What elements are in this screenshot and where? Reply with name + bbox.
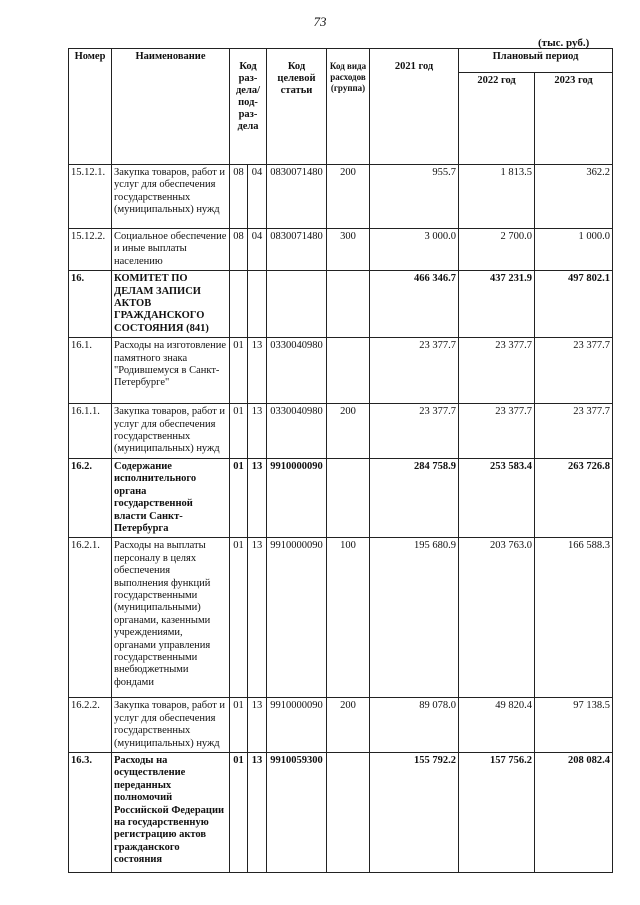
row-value-2022: 253 583.4 <box>459 458 535 537</box>
row-value-2021: 955.7 <box>370 165 459 229</box>
row-section <box>230 271 248 338</box>
row-number: 15.12.1. <box>69 165 112 229</box>
row-name: КОМИТЕТ ПО ДЕЛАМ ЗАПИСИ АКТОВ ГРАЖДАНСКОГО СОСТОЯНИЯ (841) <box>112 271 230 338</box>
row-section: 01 <box>230 538 248 698</box>
row-name: Содержание исполнительного органа государственной власти Санкт-Петербурга <box>112 458 230 537</box>
row-section: 01 <box>230 698 248 753</box>
row-section: 01 <box>230 458 248 537</box>
header-2022: 2022 год <box>459 73 535 165</box>
table-row <box>69 229 613 271</box>
row-name: Расходы на осуществление переданных полномочий Российской Федерации на государственную регистрацию актов гражданского состояния <box>112 752 230 872</box>
header-number: Номер <box>69 49 112 165</box>
table-row <box>69 338 613 404</box>
header-2023: 2023 год <box>535 73 613 165</box>
row-name: Закупка товаров, работ и услуг для обеспечения государственных (муниципальных) нужд <box>112 165 230 229</box>
row-section: 08 <box>230 229 248 271</box>
row-name: Закупка товаров, работ и услуг для обеспечения государственных (муниципальных) нужд <box>112 404 230 459</box>
row-target-code: 9910000090 <box>267 458 327 537</box>
row-subsection <box>248 271 267 338</box>
row-number: 16.2.2. <box>69 698 112 753</box>
row-target-code: 9910000090 <box>267 698 327 753</box>
row-name: Закупка товаров, работ и услуг для обеспечения государственных (муниципальных) нужд <box>112 698 230 753</box>
row-target-code <box>267 271 327 338</box>
row-number: 16.2. <box>69 458 112 537</box>
row-expense-type: 300 <box>327 229 370 271</box>
row-value-2022: 437 231.9 <box>459 271 535 338</box>
row-expense-type: 200 <box>327 165 370 229</box>
row-section: 01 <box>230 338 248 404</box>
header-section: Код раз-дела/ под-раз-дела <box>230 49 267 165</box>
row-value-2022: 23 377.7 <box>459 404 535 459</box>
row-subsection: 13 <box>248 538 267 698</box>
table-row <box>69 165 613 229</box>
row-expense-type <box>327 271 370 338</box>
row-section: 08 <box>230 165 248 229</box>
row-name: Расходы на изготовление памятного знака "Родившемуся в Санкт-Петербурге" <box>112 338 230 404</box>
row-number: 16.3. <box>69 752 112 872</box>
row-value-2022: 1 813.5 <box>459 165 535 229</box>
row-value-2021: 466 346.7 <box>370 271 459 338</box>
header-name: Наименование <box>112 49 230 165</box>
page-number: 73 <box>313 14 327 29</box>
row-value-2021: 3 000.0 <box>370 229 459 271</box>
row-value-2023: 263 726.8 <box>535 458 613 537</box>
header-planned-period: Плановый период <box>459 49 613 73</box>
table-row <box>69 752 613 872</box>
row-expense-type <box>327 752 370 872</box>
row-subsection: 13 <box>248 338 267 404</box>
budget-table <box>68 48 613 873</box>
row-value-2022: 157 756.2 <box>459 752 535 872</box>
row-value-2021: 155 792.2 <box>370 752 459 872</box>
row-subsection: 04 <box>248 229 267 271</box>
row-target-code: 0330040980 <box>267 404 327 459</box>
row-value-2023: 362.2 <box>535 165 613 229</box>
table-row <box>69 458 613 537</box>
row-name: Социальное обеспечение и иные выплаты населению <box>112 229 230 271</box>
row-value-2022: 49 820.4 <box>459 698 535 753</box>
row-value-2021: 284 758.9 <box>370 458 459 537</box>
row-expense-type <box>327 338 370 404</box>
table-row <box>69 271 613 338</box>
row-value-2023: 166 588.3 <box>535 538 613 698</box>
row-number: 16.1.1. <box>69 404 112 459</box>
row-expense-type: 200 <box>327 698 370 753</box>
row-number: 16. <box>69 271 112 338</box>
row-value-2023: 97 138.5 <box>535 698 613 753</box>
row-target-code: 9910000090 <box>267 538 327 698</box>
row-number: 15.12.2. <box>69 229 112 271</box>
row-expense-type: 100 <box>327 538 370 698</box>
row-name: Расходы на выплаты персоналу в целях обеспечения выполнения функций государственными (муниципальными) органами, казенными учреждениями, органами управления государственными внебюджетными фондами <box>112 538 230 698</box>
row-value-2022: 2 700.0 <box>459 229 535 271</box>
row-number: 16.1. <box>69 338 112 404</box>
row-subsection: 13 <box>248 698 267 753</box>
row-subsection: 13 <box>248 752 267 872</box>
row-value-2021: 89 078.0 <box>370 698 459 753</box>
row-subsection: 04 <box>248 165 267 229</box>
row-value-2022: 203 763.0 <box>459 538 535 698</box>
row-section: 01 <box>230 752 248 872</box>
row-number: 16.2.1. <box>69 538 112 698</box>
row-value-2021: 195 680.9 <box>370 538 459 698</box>
table-row <box>69 538 613 698</box>
row-value-2023: 497 802.1 <box>535 271 613 338</box>
header-2021: 2021 год <box>370 49 459 165</box>
row-value-2021: 23 377.7 <box>370 338 459 404</box>
header-target: Код целевой статьи <box>267 49 327 165</box>
row-value-2023: 23 377.7 <box>535 404 613 459</box>
row-subsection: 13 <box>248 458 267 537</box>
row-value-2023: 23 377.7 <box>535 338 613 404</box>
row-value-2023: 1 000.0 <box>535 229 613 271</box>
table-row <box>69 404 613 459</box>
row-expense-type <box>327 458 370 537</box>
row-target-code: 0830071480 <box>267 165 327 229</box>
row-target-code: 0830071480 <box>267 229 327 271</box>
row-subsection: 13 <box>248 404 267 459</box>
row-target-code: 0330040980 <box>267 338 327 404</box>
units-label: (тыс. руб.) <box>538 37 590 49</box>
row-value-2023: 208 082.4 <box>535 752 613 872</box>
row-value-2022: 23 377.7 <box>459 338 535 404</box>
row-value-2021: 23 377.7 <box>370 404 459 459</box>
row-section: 01 <box>230 404 248 459</box>
row-expense-type: 200 <box>327 404 370 459</box>
table-row <box>69 698 613 753</box>
header-expense-type: Код вида расходов (группа) <box>327 49 370 165</box>
row-target-code: 9910059300 <box>267 752 327 872</box>
